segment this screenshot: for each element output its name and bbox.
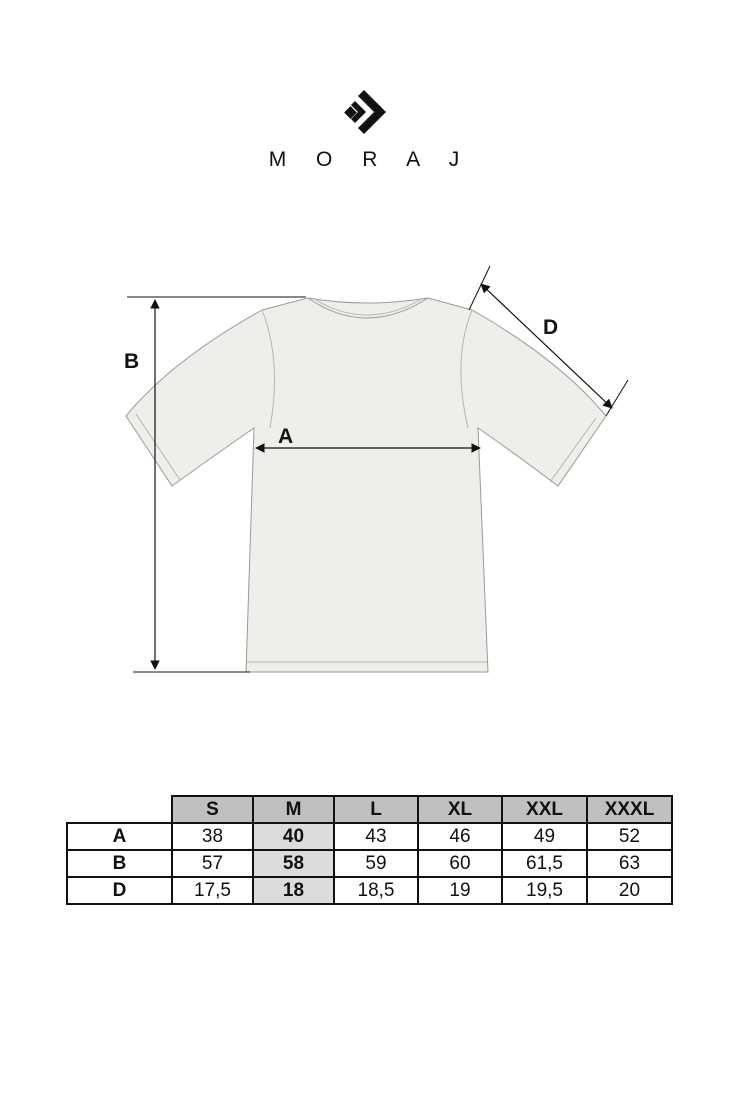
table-cell: 57 [172, 850, 253, 877]
size-header-m: M [253, 796, 334, 823]
moraj-chevron-logo-icon [340, 90, 396, 136]
table-cell: 46 [418, 823, 502, 850]
table-row [67, 823, 672, 850]
size-header-row [67, 796, 672, 823]
size-table [66, 795, 673, 905]
label-d: D [543, 316, 559, 339]
size-header-xxl: XXL [502, 796, 587, 823]
table-cell: 60 [418, 850, 502, 877]
table-cell: 61,5 [502, 850, 587, 877]
size-header-xl: XL [418, 796, 502, 823]
table-cell: 20 [587, 877, 672, 904]
table-cell: 49 [502, 823, 587, 850]
label-b: B [124, 350, 140, 373]
size-header-l: L [334, 796, 418, 823]
table-cell: 18,5 [334, 877, 418, 904]
table-row [67, 850, 672, 877]
table-cell-highlight: 18 [253, 877, 334, 904]
row-label: A [67, 823, 172, 850]
row-label: B [67, 850, 172, 877]
tshirt-measurement-diagram [0, 250, 730, 690]
table-row [67, 877, 672, 904]
size-header-xxxl: XXXL [587, 796, 672, 823]
header-blank-cell [67, 796, 172, 823]
table-cell: 38 [172, 823, 253, 850]
brand-name: M O R A J [268, 148, 472, 171]
row-label: D [67, 877, 172, 904]
table-cell-highlight: 58 [253, 850, 334, 877]
tshirt-illustration [126, 298, 606, 672]
table-cell: 63 [587, 850, 672, 877]
brand-logo [0, 90, 730, 180]
table-cell-highlight: 40 [253, 823, 334, 850]
table-cell: 59 [334, 850, 418, 877]
table-cell: 52 [587, 823, 672, 850]
table-cell: 19,5 [502, 877, 587, 904]
table-cell: 43 [334, 823, 418, 850]
size-header-s: S [172, 796, 253, 823]
label-a: A [278, 425, 294, 448]
table-cell: 17,5 [172, 877, 253, 904]
table-cell: 19 [418, 877, 502, 904]
